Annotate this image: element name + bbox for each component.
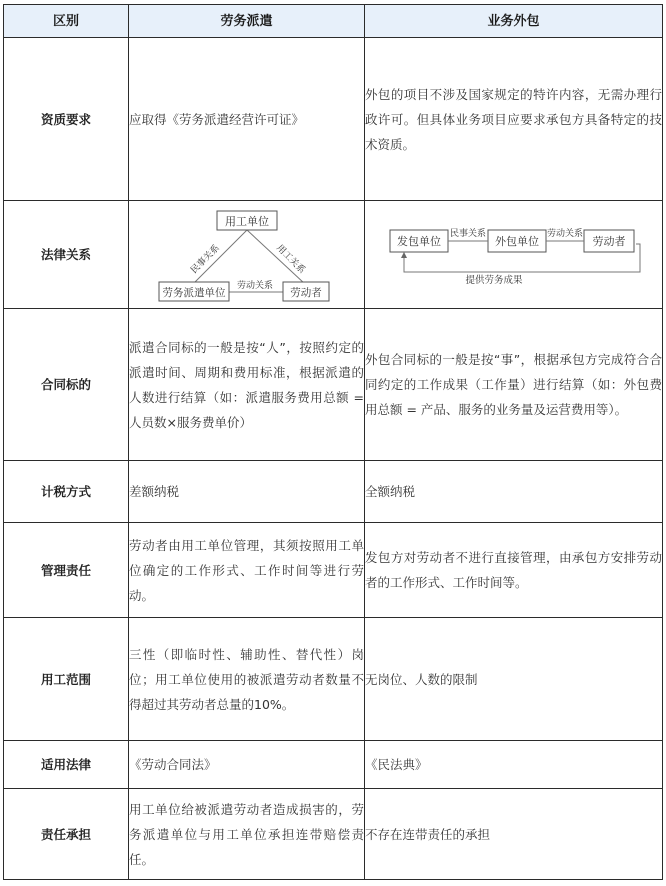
outsource-cell: 全额纳税 — [365, 461, 663, 523]
row-label: 用工范围 — [4, 618, 129, 741]
dispatch-cell: 差额纳税 — [129, 461, 365, 523]
row-legal-relation — [4, 201, 663, 309]
dispatch-cell: 《劳动合同法》 — [129, 741, 365, 789]
header-outsourcing: 业务外包 — [365, 5, 663, 38]
edge-label-labor: 劳动关系 — [236, 280, 273, 291]
diagram-edge — [247, 230, 305, 284]
edge-label-result: 提供劳务成果 — [464, 274, 523, 286]
outsource-cell: 外包的项目不涉及国家规定的特许内容，无需办理行政许可。但具体业务项目应要求承包方具备特定的技术资质。 — [365, 38, 663, 201]
row-employment-scope — [4, 618, 663, 741]
row-liability — [4, 789, 663, 880]
outsource-relation-diagram — [384, 222, 644, 288]
outsource-diagram-cell — [365, 201, 663, 309]
row-label: 法律关系 — [4, 201, 129, 309]
row-qualification — [4, 38, 663, 201]
row-label: 适用法律 — [4, 741, 129, 789]
comparison-table — [3, 4, 663, 880]
outsource-cell: 无岗位、人数的限制 — [365, 618, 663, 741]
header-difference: 区别 — [4, 5, 129, 38]
edge-label-civil: 民事关系 — [449, 228, 486, 239]
dispatch-cell: 派遣合同标的一般是按“人”，按照约定的派遣时间、周期和费用标准，根据派遣的人数进行结算（如：派遣服务费用总额 = 人员数×服务费单价） — [129, 309, 365, 461]
node-dispatch-agency: 劳务派遣单位 — [162, 286, 225, 299]
row-label: 管理责任 — [4, 523, 129, 618]
dispatch-diagram-cell — [129, 201, 365, 309]
row-label: 资质要求 — [4, 38, 129, 201]
outsource-cell: 发包方对劳动者不进行直接管理，由承包方安排劳动者的工作形式、工作时间等。 — [365, 523, 663, 618]
edge-label-civil: 民事关系 — [188, 242, 222, 276]
node-laborer: 劳动者 — [289, 286, 322, 299]
dispatch-cell: 三性（即临时性、辅助性、替代性）岗位；用工单位使用的被派遣劳动者数量不得超过其劳动者总量的10%。 — [129, 618, 365, 741]
header-labor-dispatch: 劳务派遣 — [129, 5, 365, 38]
row-label: 合同标的 — [4, 309, 129, 461]
header-row — [4, 5, 663, 38]
row-label: 责任承担 — [4, 789, 129, 880]
row-contract-subject — [4, 309, 663, 461]
node-contracting-party: 发包单位 — [396, 234, 441, 248]
edge-label-labor: 劳动关系 — [546, 228, 583, 239]
row-management — [4, 523, 663, 618]
node-laborer: 劳动者 — [592, 234, 625, 248]
outsource-cell: 外包合同标的一般是按“事”，根据承包方完成符合合同约定的工作成果（工作量）进行结算（如：外包费用总额 = 产品、服务的业务量及运营费用等）。 — [365, 309, 663, 461]
dispatch-cell: 劳动者由用工单位管理，其须按照用工单位确定的工作形式、工作时间等进行劳动。 — [129, 523, 365, 618]
dispatch-cell: 应取得《劳务派遣经营许可证》 — [129, 38, 365, 201]
row-tax-method — [4, 461, 663, 523]
dispatch-cell: 用工单位给被派遣劳动者造成损害的，劳务派遣单位与用工单位承担连带赔偿责任。 — [129, 789, 365, 880]
row-applicable-law — [4, 741, 663, 789]
node-employer: 用工单位 — [224, 214, 269, 228]
edge-label-employment: 用工关系 — [273, 242, 307, 276]
node-outsourcing-unit: 外包单位 — [494, 234, 539, 248]
outsource-cell: 《民法典》 — [365, 741, 663, 789]
dispatch-relation-diagram — [157, 206, 337, 304]
outsource-cell: 不存在连带责任的承担 — [365, 789, 663, 880]
row-label: 计税方式 — [4, 461, 129, 523]
diagram-arrowhead — [401, 252, 407, 258]
